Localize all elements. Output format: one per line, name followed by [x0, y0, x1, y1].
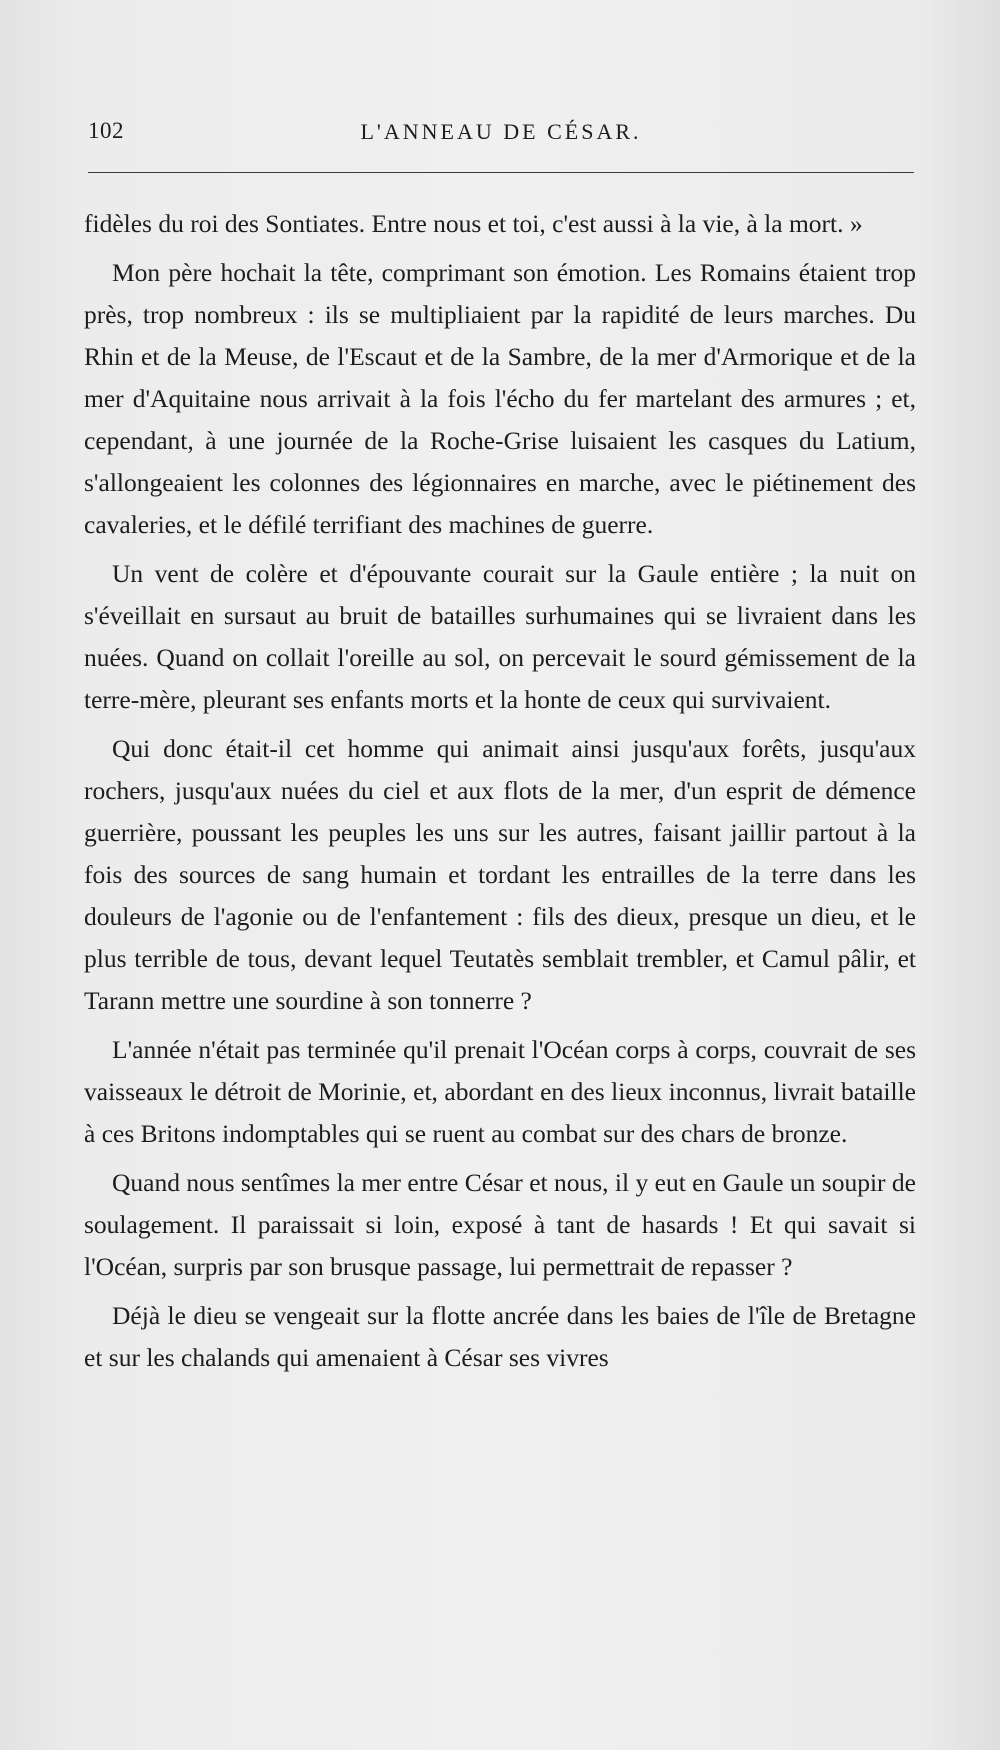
paragraph-continued: fidèles du roi des Sontiates. Entre nous et toi, c'est aussi à la vie, à la mort. »	[84, 209, 863, 238]
paragraph: Quand nous sentîmes la mer entre César et nous, il y eut en Gaule un soupir de soulagement. Il paraissait si loin, exposé à tant de hasards ! Et qui savait si l'Océan, surpris par son brusque passage, lui permettrait de repasser ?	[84, 1168, 916, 1281]
paragraph: Un vent de colère et d'épouvante courait sur la Gaule entière ; la nuit on s'éveillait en sursaut au bruit de batailles surhumaines qui se livraient dans les nuées. Quand on collait l'oreille au sol, on percevait le sourd gémissement de la terre-mère, pleurant ses enfants morts et la honte de ceux qui survivaient.	[84, 559, 916, 714]
running-head	[88, 118, 914, 152]
paragraph: Déjà le dieu se vengeait sur la flotte ancrée dans les baies de l'île de Bretagne et sur les chalands qui amenaient à César ses vivres	[84, 1301, 916, 1372]
header-rule	[88, 172, 914, 173]
page-number: 102	[88, 118, 124, 143]
paragraph: Qui donc était-il cet homme qui animait ainsi jusqu'aux forêts, jusqu'aux rochers, jusqu'aux nuées du ciel et aux flots de la mer, d'un esprit de démence guerrière, poussant les peuples les uns sur les autres, faisant jaillir partout à la fois des sources de sang humain et tordant les entrailles de la terre dans les douleurs de l'agonie ou de l'enfantement : fils des dieux, presque un dieu, et le plus terrible de tous, devant lequel Teutatès semblait trembler, et Camul pâlir, et Tarann mettre une sourdine à son tonnerre ?	[84, 734, 916, 1015]
body-text	[84, 203, 916, 1386]
paragraph: Mon père hochait la tête, comprimant son émotion. Les Romains étaient trop près, trop nombreux : ils se multipliaient par la rapidité de leurs marches. Du Rhin et de la Meuse, de l'Escaut et de la Sambre, de la mer d'Armorique et de la mer d'Aquitaine nous arrivait à la fois l'écho du fer martelant des armures ; et, cependant, à une journée de la Roche-Grise luisaient les casques du Latium, s'allongeaient les colonnes des légionnaires en marche, avec le piétinement des cavaleries, et le défilé terrifiant des machines de guerre.	[84, 258, 916, 539]
running-title: L'ANNEAU DE CÉSAR.	[360, 119, 642, 144]
paragraph: L'année n'était pas terminée qu'il prenait l'Océan corps à corps, couvrait de ses vaisseaux le détroit de Morinie, et, abordant en des lieux inconnus, livrait bataille à ces Britons indomptables qui se ruent au combat sur des chars de bronze.	[84, 1035, 916, 1148]
